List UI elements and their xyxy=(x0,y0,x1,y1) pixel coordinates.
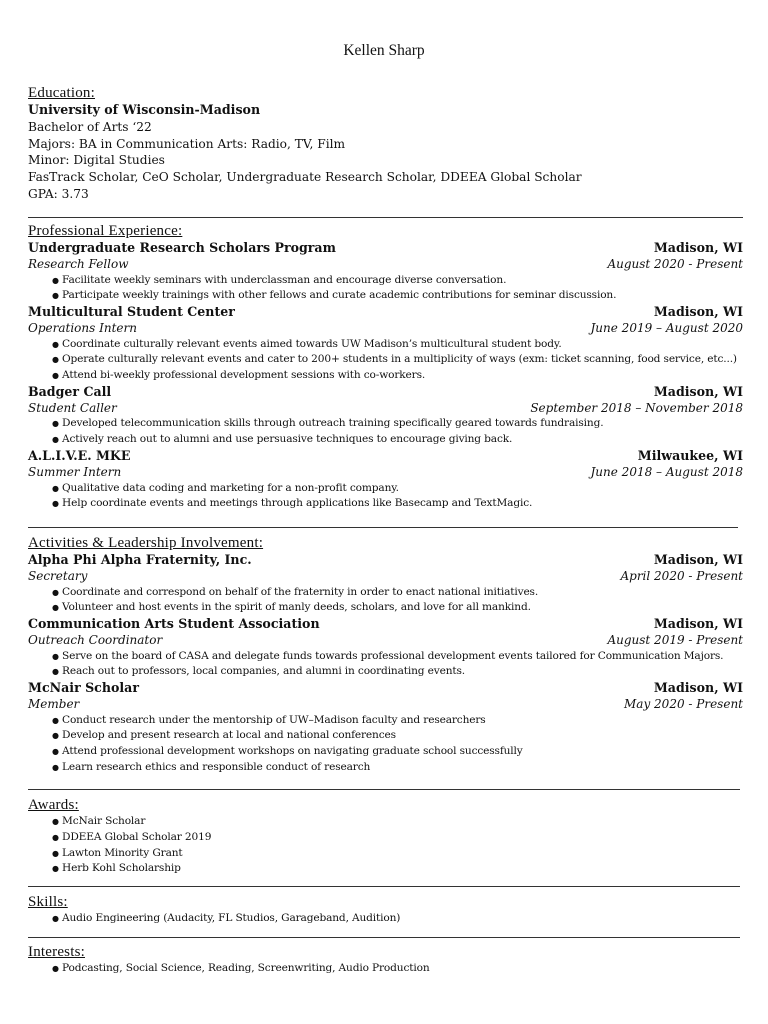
entry-location: Madison, WI xyxy=(653,552,743,567)
experience-entry xyxy=(28,384,743,448)
bullet-item: ● Qualitative data coding and marketing for a non-profit company. xyxy=(28,481,743,497)
education-scholarships: FasTrack Scholar, CeO Scholar, Undergraduate Research Scholar, DDEEA Global Scholar xyxy=(28,170,582,185)
entry-dates: June 2018 – August 2018 xyxy=(590,465,743,480)
award-item: ● Herb Kohl Scholarship xyxy=(28,861,743,877)
bullet-item: ● Reach out to professors, local companies, and alumni in coordinating events. xyxy=(28,664,743,680)
entry-organization: A.L.I.V.E. MKE xyxy=(28,448,131,464)
bullet-item: ● Volunteer and host events in the spirit of manly deeds, scholars, and love for all mankind. xyxy=(28,600,743,616)
bullet-item: ● Operate culturally relevant events and cater to 200+ students in a multiplicity of ways (exm: ticket scanning, food service, etc...) xyxy=(28,352,743,368)
activities-heading: Activities & Leadership Involvement: xyxy=(28,535,264,551)
awards-list xyxy=(28,814,743,877)
skills-section xyxy=(28,893,743,927)
entry-location: Madison, WI xyxy=(653,240,743,255)
bullet-item: ● Facilitate weekly seminars with underclassman and encourage diverse conversation. xyxy=(28,273,743,289)
resume-name: Kellen Sharp xyxy=(343,42,425,59)
entry-dates: May 2020 - Present xyxy=(624,697,743,712)
entry-dates: September 2018 – November 2018 xyxy=(530,400,743,415)
activity-entry xyxy=(28,552,743,616)
entry-dates: June 2019 – August 2020 xyxy=(590,321,743,336)
experience-section xyxy=(28,222,743,512)
awards-section xyxy=(28,796,743,877)
experience-entry xyxy=(28,448,743,512)
divider xyxy=(28,217,743,218)
activity-entry xyxy=(28,680,743,776)
bullet-item: ● Attend bi-weekly professional development sessions with co-workers. xyxy=(28,368,743,384)
entry-bullets xyxy=(28,481,743,513)
education-school: University of Wisconsin-Madison xyxy=(28,102,261,117)
entry-role: Research Fellow xyxy=(28,257,129,271)
entry-role: Summer Intern xyxy=(28,465,122,480)
bullet-item: ● Develop and present research at local and national conferences xyxy=(28,728,743,744)
education-majors: Majors: BA in Communication Arts: Radio, TV, Film xyxy=(28,136,346,151)
entry-bullets xyxy=(28,416,743,448)
experience-heading: Professional Experience: xyxy=(28,223,183,239)
entry-location: Madison, WI xyxy=(653,616,743,632)
entry-bullets xyxy=(28,337,743,384)
activities-section xyxy=(28,534,743,776)
bullet-item: ● Coordinate culturally relevant events aimed towards UW Madison’s multicultural student body. xyxy=(28,337,743,353)
bullet-item: ● Coordinate and correspond on behalf of the fraternity in order to enact national initiatives. xyxy=(28,585,743,601)
awards-heading: Awards: xyxy=(28,797,79,813)
award-item: ● Lawton Minority Grant xyxy=(28,846,743,862)
interests-section xyxy=(28,943,743,977)
bullet-item: ● Learn research ethics and responsible conduct of research xyxy=(28,760,743,776)
entry-location: Madison, WI xyxy=(653,304,743,320)
bullet-item: ● Developed telecommunication skills through outreach training specifically geared towards fundraising. xyxy=(28,416,743,432)
bullet-item: ● Actively reach out to alumni and use persuasive techniques to encourage giving back. xyxy=(28,432,743,448)
entry-role: Student Caller xyxy=(28,400,117,415)
education-section xyxy=(28,84,743,203)
entry-bullets xyxy=(28,273,743,305)
experience-entry xyxy=(28,240,743,304)
divider xyxy=(28,937,740,938)
bullet-item: ● Serve on the board of CASA and delegate funds towards professional development events tailored for Communication Majors. xyxy=(28,649,743,665)
award-item: ● DDEEA Global Scholar 2019 xyxy=(28,830,743,846)
interests-heading: Interests: xyxy=(28,944,85,960)
entry-location: Milwaukee, WI xyxy=(637,448,743,464)
entry-organization: Communication Arts Student Association xyxy=(28,616,320,632)
entry-dates: April 2020 - Present xyxy=(620,569,743,583)
skills-heading: Skills: xyxy=(28,894,68,910)
bullet-item: ● Participate weekly trainings with other fellows and curate academic contributions for seminar discussion. xyxy=(28,288,743,304)
skill-item: ● Audio Engineering (Audacity, FL Studios, Garageband, Audition) xyxy=(28,911,743,927)
entry-bullets xyxy=(28,585,743,617)
entry-role: Operations Intern xyxy=(28,321,137,336)
skills-list xyxy=(28,911,743,927)
bullet-item: ● Conduct research under the mentorship of UW–Madison faculty and researchers xyxy=(28,713,743,729)
entry-organization: McNair Scholar xyxy=(28,680,139,696)
bullet-item: ● Help coordinate events and meetings through applications like Basecamp and TextMagic. xyxy=(28,496,743,512)
award-item: ● McNair Scholar xyxy=(28,814,743,830)
entry-organization: Alpha Phi Alpha Fraternity, Inc. xyxy=(28,552,252,567)
education-gpa: GPA: 3.73 xyxy=(28,186,89,201)
divider xyxy=(28,789,740,790)
bullet-item: ● Attend professional development workshops on navigating graduate school successfully xyxy=(28,744,743,760)
entry-bullets xyxy=(28,649,743,681)
education-heading: Education: xyxy=(28,85,95,101)
experience-entry xyxy=(28,304,743,384)
interest-item: ● Podcasting, Social Science, Reading, Screenwriting, Audio Production xyxy=(28,961,743,977)
entry-dates: August 2019 - Present xyxy=(607,633,743,648)
entry-role: Member xyxy=(28,697,80,712)
divider xyxy=(28,886,740,887)
entry-location: Madison, WI xyxy=(653,680,743,696)
activity-entry xyxy=(28,616,743,680)
entry-location: Madison, WI xyxy=(653,383,743,399)
entry-dates: August 2020 - Present xyxy=(607,257,743,271)
entry-role: Secretary xyxy=(28,569,88,583)
education-minor: Minor: Digital Studies xyxy=(28,153,165,168)
entry-organization: Multicultural Student Center xyxy=(28,304,235,320)
entry-organization: Undergraduate Research Scholars Program xyxy=(28,240,336,255)
entry-bullets xyxy=(28,713,743,776)
divider xyxy=(28,527,738,528)
education-degree: Bachelor of Arts ‘22 xyxy=(28,119,152,134)
entry-organization: Badger Call xyxy=(28,383,112,399)
interests-list xyxy=(28,961,743,977)
entry-role: Outreach Coordinator xyxy=(28,633,163,648)
